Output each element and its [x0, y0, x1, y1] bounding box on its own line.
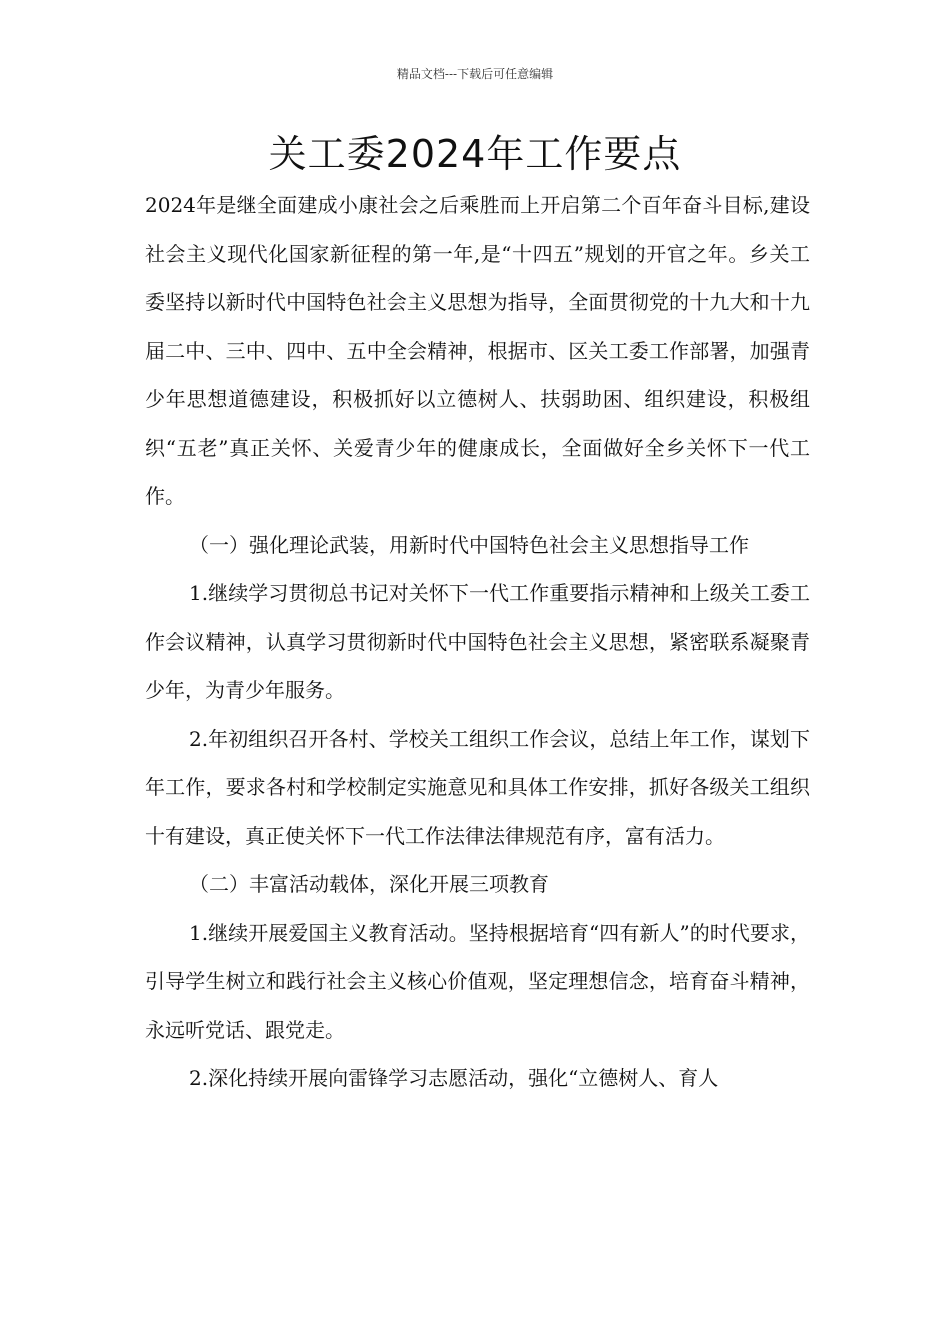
header-note: 精品文档---下载后可任意编辑	[396, 67, 554, 81]
section-1-item-1: 1.继续学习贯彻总书记对关怀下一代工作重要指示精神和上级关工委工作会议精神，认真学习贯彻新时代中国特色社会主义思想，紧密联系凝聚青少年，为青少年服务。	[145, 581, 810, 702]
document-title: 关工委2024年工作要点	[268, 132, 682, 176]
section-2-item-1: 1.继续开展爱国主义教育活动。坚持根据培育“四有新人”的时代要求，引导学生树立和践行社会主义核心价值观，坚定理想信念，培育奋斗精神，永远听党话、跟党走。	[145, 920, 810, 1042]
section-heading-2: （二）丰富活动载体，深化开展三项教育	[189, 872, 549, 896]
section-2-item-2: 2.深化持续开展向雷锋学习志愿活动，强化“立德树人、育人	[189, 1066, 719, 1090]
document-body	[145, 181, 810, 1103]
section-heading-1: （一）强化理论武装，用新时代中国特色社会主义思想指导工作	[189, 532, 749, 557]
section-1-item-2: 2.年初组织召开各村、学校关工组织工作会议，总结上年工作，谋划下年工作，要求各村和学校制定实施意见和具体工作安排，抓好各级关工组织十有建设，真正使关怀下一代工作法律法律规范有序，富有活力。	[145, 726, 810, 848]
intro-paragraph: 2024年是继全面建成小康社会之后乘胜而上开启第二个百年奋斗目标,建设社会主义现代化国家新征程的第一年,是“十四五”规划的开官之年。乡关工委坚持以新时代中国特色社会主义思想为指导，全面贯彻党的十九大和十九届二中、三中、四中、五中全会精神，根据市、区关工委工作部署，加强青少年思想道德建设，积极抓好以立德树人、扶弱助困、组织建设，积极组织“五老”真正关怀、关爱青少年的健康成长，全面做好全乡关怀下一代工作。	[145, 193, 810, 508]
